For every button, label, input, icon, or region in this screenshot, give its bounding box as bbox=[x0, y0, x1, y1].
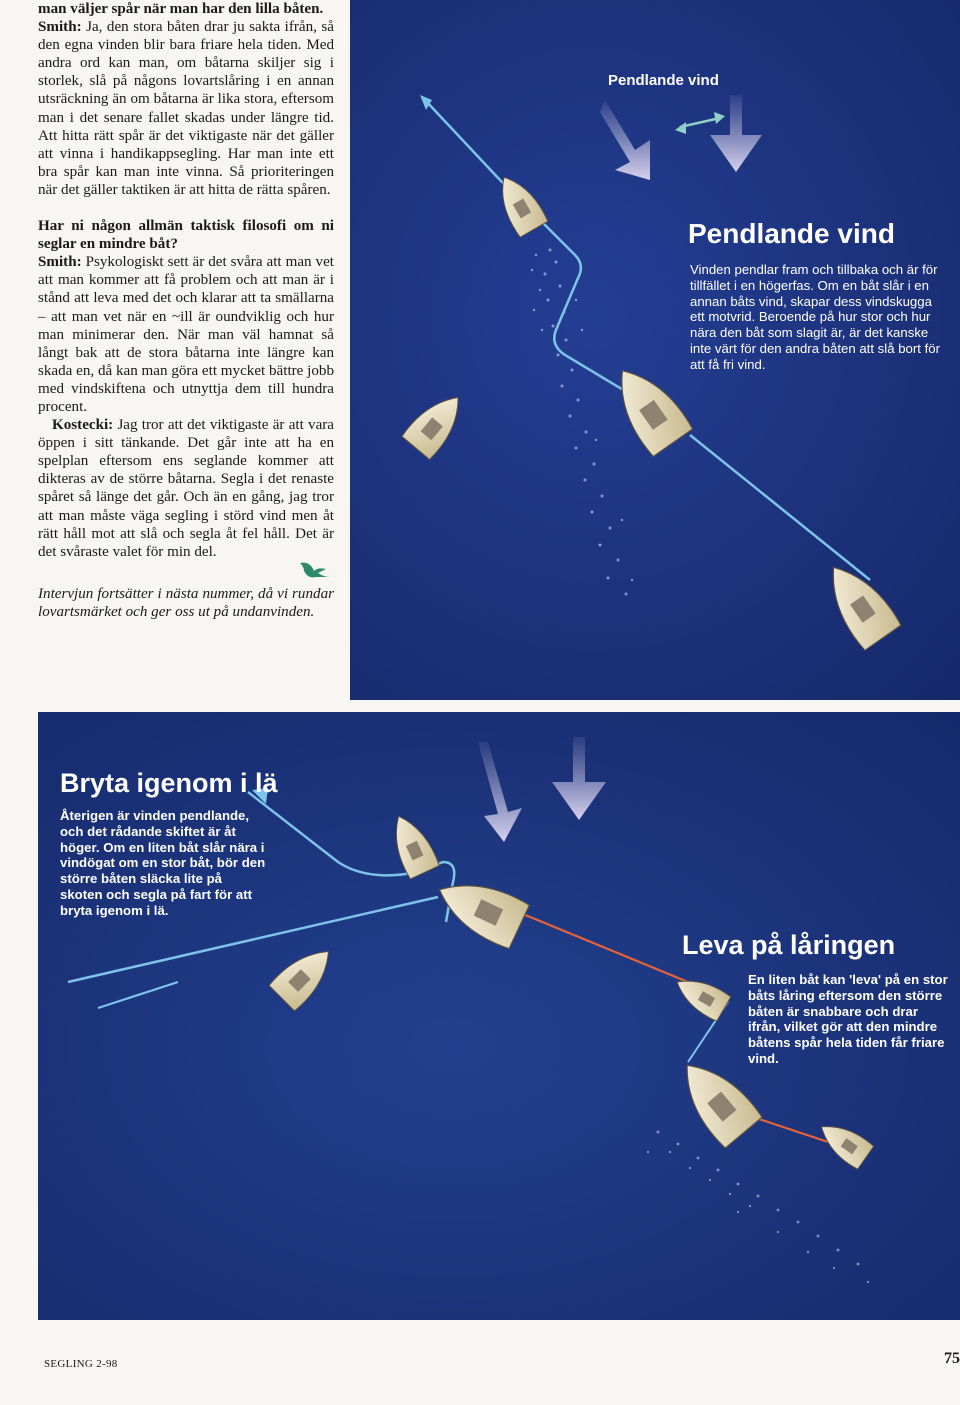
paragraph-smith-2 bbox=[38, 253, 334, 416]
sailboat-icon bbox=[429, 867, 530, 950]
paragraph-text: Jag tror att det viktigaste är att vara öppen i sitt tänkande. Det går inte att ha en spelplan eftersom ens seglande kommer att dikteras av de större båtarna. Segla i det renaste spåret så länge det går. Och än en gång, jag tror att man måste väga segling i störd vind men åt rätt håll mot att slå och segla åt fel håll. Det är det svåraste valet för min del. bbox=[38, 417, 334, 560]
panel-title: Leva på låringen bbox=[682, 930, 896, 960]
paragraph-smith-1 bbox=[38, 18, 334, 199]
sailboat-icon bbox=[269, 938, 342, 1011]
wind-arrow-icon bbox=[478, 737, 606, 842]
track-line bbox=[690, 435, 870, 580]
illustration-bryta-leva bbox=[38, 712, 960, 1320]
wake-trail bbox=[531, 249, 633, 596]
bird-logo-icon bbox=[38, 557, 334, 585]
illustration-pendlande-vind bbox=[350, 0, 960, 700]
track-line bbox=[98, 982, 178, 1008]
sailboat-icon bbox=[401, 385, 472, 459]
panel-description: Återigen är vinden pendlande, och det rådande skiftet är åt höger. Om en liten båt slår nära i vindögat om en stor båt, bör den större båten släcka lite på skoten och segla på fart för att bryta igenom i lä. bbox=[60, 808, 266, 918]
wind-arrow-icon bbox=[600, 95, 762, 180]
paragraph-kostecki bbox=[38, 416, 334, 561]
speaker-label: Smith: bbox=[38, 19, 82, 36]
article-column bbox=[38, 0, 334, 621]
interview-question: Har ni någon allmän taktisk filosofi om ni seglar en mindre båt? bbox=[38, 218, 334, 253]
track-line bbox=[425, 100, 640, 400]
paragraph-text: Ja, den stora båten drar ju sakta ifrån, så den egna vinden blir bara friare hela tiden. Med andra ord kan man, om båtarna skiljer sig i storlek, slå på någons lovartslåring i en annan utsräckning än om båtarna är lika stora, eftersom man i det senare fallet skadas under längre tid. Att hitta rätt spår är det viktigaste när det gäller att vinna i handikappsegling. Har man inte ett bra spår kan man inte vinna. Så prioriteringen när det gäller taktiken är att hitta de rätta spåren. bbox=[38, 19, 334, 198]
page-number: 75 bbox=[944, 1350, 960, 1367]
sailboat-icon bbox=[602, 356, 693, 457]
sailboat-icon bbox=[813, 1115, 874, 1170]
laring-line bbox=[518, 912, 688, 982]
sailboat-icon bbox=[384, 809, 440, 879]
panel-title: Bryta igenom i lä bbox=[60, 768, 278, 798]
magazine-footer: SEGLING 2-98 bbox=[44, 1358, 118, 1370]
sailboat-icon bbox=[815, 554, 902, 651]
closing-note: Intervjun fortsätter i nästa nummer, då vi rundar lovartsmärket och ger oss ut på undanvinden. bbox=[38, 585, 334, 620]
panel-description: Vinden pendlar fram och tillbaka och är för tillfället i en högerfas. Om en båt slår i en annan båts vind, skapar dess vindskugga ett motvrid. Beroende på hur stor och hur nära den båt som slagit är, är det kanske inte värt för den andra båten att slå bort för att få fri vind. bbox=[690, 262, 940, 372]
article-heading: man väljer spår när man har den lilla båten. bbox=[38, 1, 324, 17]
paragraph-text: Psykologiskt sett är det svåra att man vet att man kommer att få problem och att man är i stånd att leva med det och klarar att ta smällarna – att man vet när en ~ill är oundviklig och hur man minimerar den. När man väl hamnat så långt bak att de stora båtarna inte längre kan skada en, då kan man göra ett mycket bättre jobb med vindskiftena och utnyttja dem till hundra procent. bbox=[38, 254, 335, 415]
speaker-label: Smith: bbox=[38, 254, 82, 271]
panel-tag: Pendlande vind bbox=[608, 72, 719, 89]
panel-title: Pendlande vind bbox=[688, 218, 895, 249]
wake-trail bbox=[647, 1131, 869, 1284]
speaker-label: Kostecki: bbox=[52, 417, 114, 434]
panel-description: En liten båt kan 'leva' på en stor båts låring eftersom den större båten är snabbare och drar ifrån, vilket gör att den mindre båtens spår hela tiden får friare vind. bbox=[748, 972, 948, 1066]
